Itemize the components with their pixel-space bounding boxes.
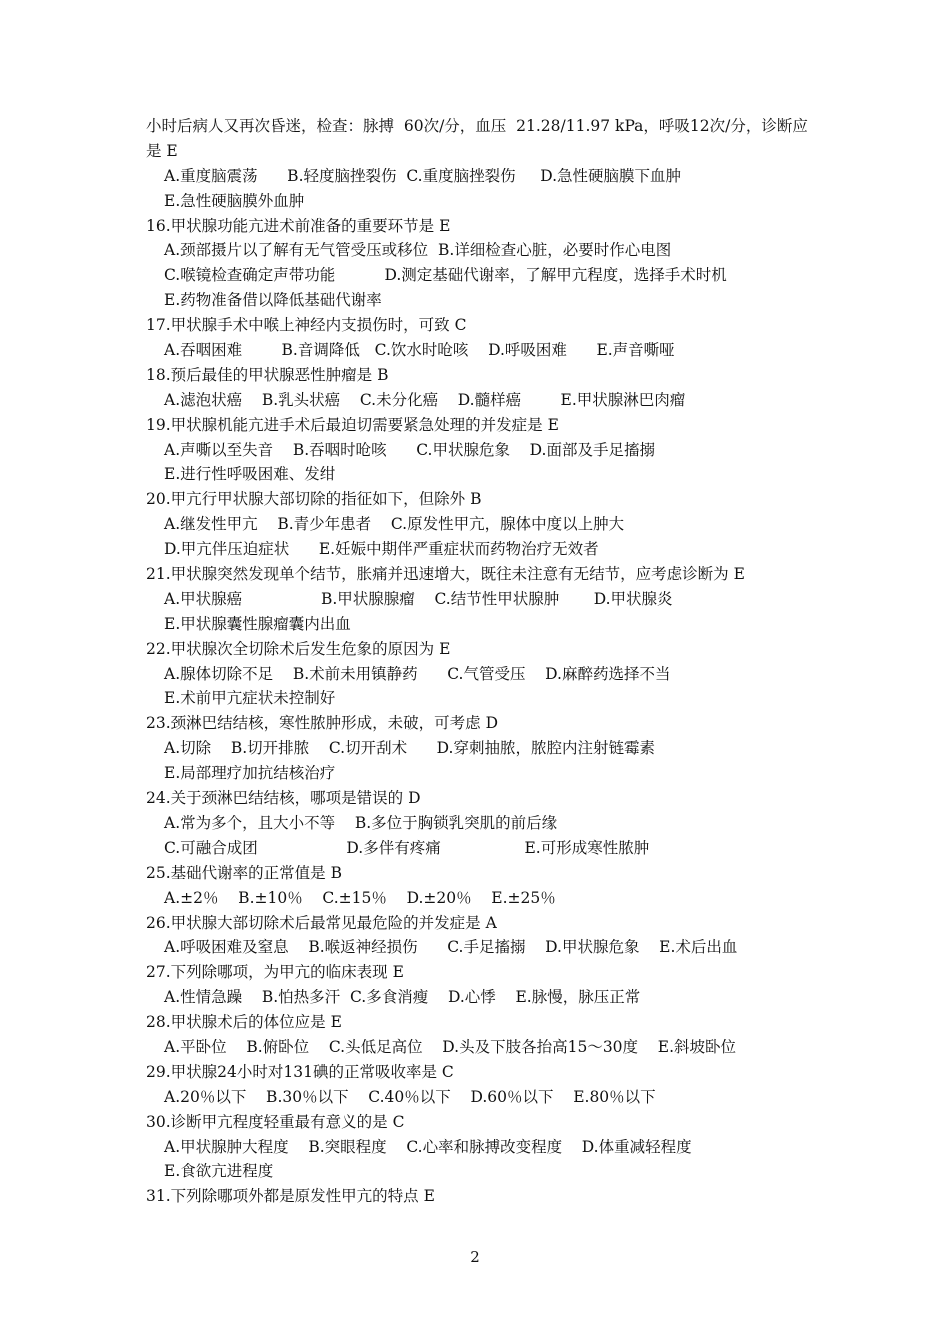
question-line: 16.甲状腺功能亢进术前准备的重要环节是 E: [146, 216, 451, 235]
answer-options-line: E.甲状腺囊性腺瘤囊内出血: [164, 614, 351, 633]
answer-options-line: A.颈部摄片以了解有无气管受压或移位 B.详细检查心脏，必要时作心电图: [164, 241, 672, 260]
answer-options-line: A.±2％ B.±10％ C.±15％ D.±20％ E.±25％: [164, 888, 556, 907]
answer-options-line: A.腺体切除不足 B.术前未用镇静药 C.气管受压 D.麻醉药选择不当: [164, 664, 671, 683]
answer-options-line: A.吞咽困难 B.音调降低 C.饮水时呛咳 D.呼吸困难 E.声音嘶哑: [164, 341, 675, 360]
answer-options-line: A.滤泡状癌 B.乳头状癌 C.未分化癌 D.髓样癌 E.甲状腺淋巴肉瘤: [164, 390, 686, 409]
question-line: 17.甲状腺手术中喉上神经内支损伤时，可致 C: [146, 316, 467, 335]
question-line: 20.甲亢行甲状腺大部切除的指征如下，但除外 B: [146, 490, 482, 509]
question-line: 30.诊断甲亢程度轻重最有意义的是 C: [146, 1112, 405, 1131]
answer-options-line: E.急性硬脑膜外血肿: [164, 191, 305, 210]
question-line: 27.下列除哪项，为甲亢的临床表现 E: [146, 963, 404, 982]
answer-options-line: A.性情急躁 B.怕热多汗 C.多食消瘦 D.心悸 E.脉慢，脉压正常: [164, 988, 641, 1007]
answer-options-line: A.切除 B.切开排脓 C.切开刮术 D.穿刺抽脓，脓腔内注射链霉素: [164, 739, 655, 758]
answer-options-line: A.20％以下 B.30％以下 C.40％以下 D.60％以下 E.80％以下: [164, 1087, 656, 1106]
question-line: 29.甲状腺24小时对131碘的正常吸收率是 C: [146, 1062, 454, 1081]
answer-options-line: C.可融合成团 D.多伴有疼痛 E.可形成寒性脓肿: [164, 838, 650, 857]
question-line: 25.基础代谢率的正常值是 B: [146, 863, 342, 882]
answer-options-line: A.继发性甲亢 B.青少年患者 C.原发性甲亢，腺体中度以上肿大: [164, 515, 625, 534]
answer-options-line: C.喉镜检查确定声带功能 D.测定基础代谢率，了解甲亢程度，选择手术时机: [164, 266, 727, 285]
answer-options-line: E.术前甲亢症状未控制好: [164, 689, 336, 708]
question-line: 18.预后最佳的甲状腺恶性肿瘤是 B: [146, 365, 389, 384]
answer-options-line: A.声嘶以至失音 B.吞咽时呛咳 C.甲状腺危象 D.面部及手足搐搦: [164, 440, 655, 459]
answer-options-line: A.常为多个，且大小不等 B.多位于胸锁乳突肌的前后缘: [164, 813, 558, 832]
answer-options-line: A.平卧位 B.俯卧位 C.头低足高位 D.头及下肢各抬高15～30度 E.斜坡卧位: [164, 1037, 736, 1056]
answer-options-line: A.甲状腺肿大程度 B.突眼程度 C.心率和脉搏改变程度 D.体重减轻程度: [164, 1137, 692, 1156]
question-line: 26.甲状腺大部切除术后最常见最危险的并发症是 A: [146, 913, 497, 932]
question-line: 19.甲状腺机能亢进手术后最迫切需要紧急处理的并发症是 E: [146, 415, 559, 434]
answer-options-line: D.甲亢伴压迫症状 E.妊娠中期伴严重症状而药物治疗无效者: [164, 540, 599, 559]
question-line: 小时后病人又再次昏迷，检查：脉搏 60次/分，血压 21.28/11.97 kPa，呼吸12次/分，诊断应: [146, 117, 808, 135]
question-line: 是 E: [146, 141, 178, 160]
question-line: 24.关于颈淋巴结结核，哪项是错误的 D: [146, 789, 421, 808]
question-line: 22.甲状腺次全切除术后发生危象的原因为 E: [146, 639, 451, 658]
page-number: 2: [470, 1248, 480, 1266]
question-line: 23.颈淋巴结结核，寒性脓肿形成，未破，可考虑 D: [146, 714, 499, 733]
question-line: 21.甲状腺突然发现单个结节，胀痛并迅速增大，既往未注意有无结节，应考虑诊断为 E: [146, 565, 745, 584]
answer-options-line: A.重度脑震荡 B.轻度脑挫裂伤 C.重度脑挫裂伤 D.急性硬脑膜下血肿: [164, 166, 682, 185]
document-body: [146, 114, 826, 1209]
question-line: 31.下列除哪项外都是原发性甲亢的特点 E: [146, 1187, 435, 1206]
answer-options-line: E.食欲亢进程度: [164, 1162, 274, 1181]
answer-options-line: A.呼吸困难及窒息 B.喉返神经损伤 C.手足搐搦 D.甲状腺危象 E.术后出血: [164, 938, 738, 957]
answer-options-line: E.局部理疗加抗结核治疗: [164, 764, 336, 783]
answer-options-line: A.甲状腺癌 B.甲状腺腺瘤 C.结节性甲状腺肿 D.甲状腺炎: [164, 589, 673, 608]
answer-options-line: E.药物准备借以降低基础代谢率: [164, 291, 382, 310]
question-line: 28.甲状腺术后的体位应是 E: [146, 1013, 342, 1032]
answer-options-line: E.进行性呼吸困难、发绀: [164, 465, 336, 484]
